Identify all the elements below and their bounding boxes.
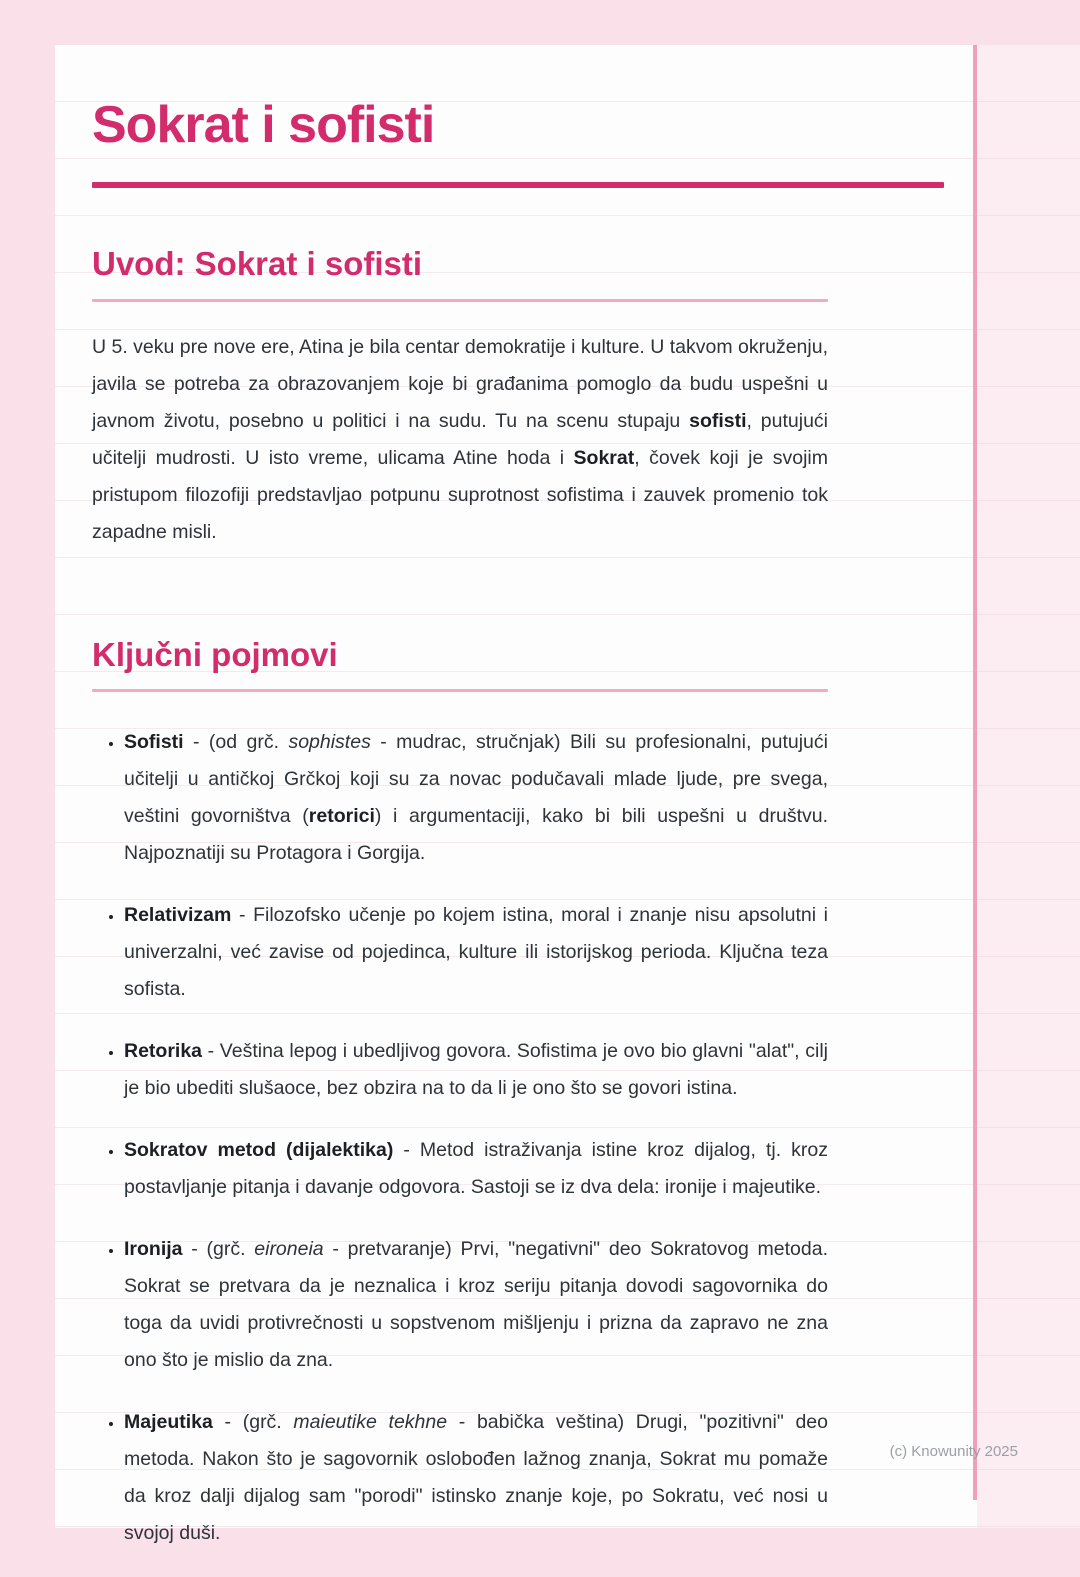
page-title: Sokrat i sofisti: [92, 96, 435, 154]
section-heading-key-terms: Ključni pojmovi: [92, 635, 338, 673]
section-key-terms: [92, 635, 828, 1553]
section-divider-intro: [92, 299, 828, 302]
section-divider-key-terms: [92, 689, 828, 692]
title-divider: [92, 182, 944, 188]
intro-paragraph: U 5. veku pre nove ere, Atina je bila centar demokratije i kulture. U takvom okruženju, javila se potreba za obrazovanjem koje bi građanima pomoglo da budu uspešni u javnom životu, posebno u politici i na sudu. Tu na scenu stupaju sofisti, putujući učitelji mudrosti. U isto vreme, ulicama Atine hoda i Sokrat, čovek koji je svojim pristupom filozofiji predstavljao potpunu suprotnost sofistima i zauvek promenio tok zapadne misli.: [92, 335, 829, 543]
notebook-margin-line: [973, 45, 977, 1500]
section-heading-intro: Uvod: Sokrat i sofisti: [92, 245, 423, 283]
list-item: • Sokratov metod (dijalektika) - Metod istraživanja istine kroz dijalog, tj. kroz postavljanje pitanja i davanje odgovora. Sastoji se iz dva dela: ironije i majeutike.: [124, 1132, 828, 1206]
list-item: • Ironija - (grč. eironeia - pretvaranje) Prvi, "negativni" deo Sokratovog metoda. Sokrat se pretvara da je neznalica i kroz seriju pitanja dovodi sagovornika do toga da uvidi protivrečnosti u sopstvenom mišljenju i prizna da zapravo ne zna ono što je mislio da zna.: [124, 1231, 828, 1379]
right-margin-strip: [977, 45, 1080, 1528]
list-item: • Relativizam - Filozofsko učenje po kojem istina, moral i znanje nisu apsolutni i univerzalni, već zavise od pojedinca, kulture ili istorijskog perioda. Ključna teza sofista.: [124, 897, 828, 1008]
document-content: [92, 97, 828, 1577]
list-item: • Majeutika - (grč. maieutike tekhne - babička veština) Drugi, "pozitivni" deo metoda. Nakon što je sagovornik oslobođen lažnog znanja, Sokrat mu pomaže da kroz dalji dijalog sam "porodi" istinsko znanje koje, po Sokratu, već nosi u svojoj duši.: [124, 1404, 828, 1552]
list-item: • Retorika - Veština lepog i ubedljivog govora. Sofistima je ovo bio glavni "alat", cilj je bio ubediti slušaoce, bez obzira na to da li je ono što se govori istina.: [124, 1033, 828, 1107]
section-intro: [92, 244, 828, 551]
notebook-page: [55, 45, 1080, 1545]
key-terms-list: [92, 724, 828, 1552]
list-item: • Sofisti - (od grč. sophistes - mudrac, stručnjak) Bili su profesionalni, putujući učitelji u antičkoj Grčkoj koji su za novac podučavali mlade ljude, pre svega, veštini govorništva (retorici) i argumentaciji, kako bi bili uspešni u društvu. Najpoznatiji su Protagora i Gorgija.: [124, 724, 828, 872]
footer-credit: (c) Knowunity 2025: [889, 1443, 1018, 1460]
